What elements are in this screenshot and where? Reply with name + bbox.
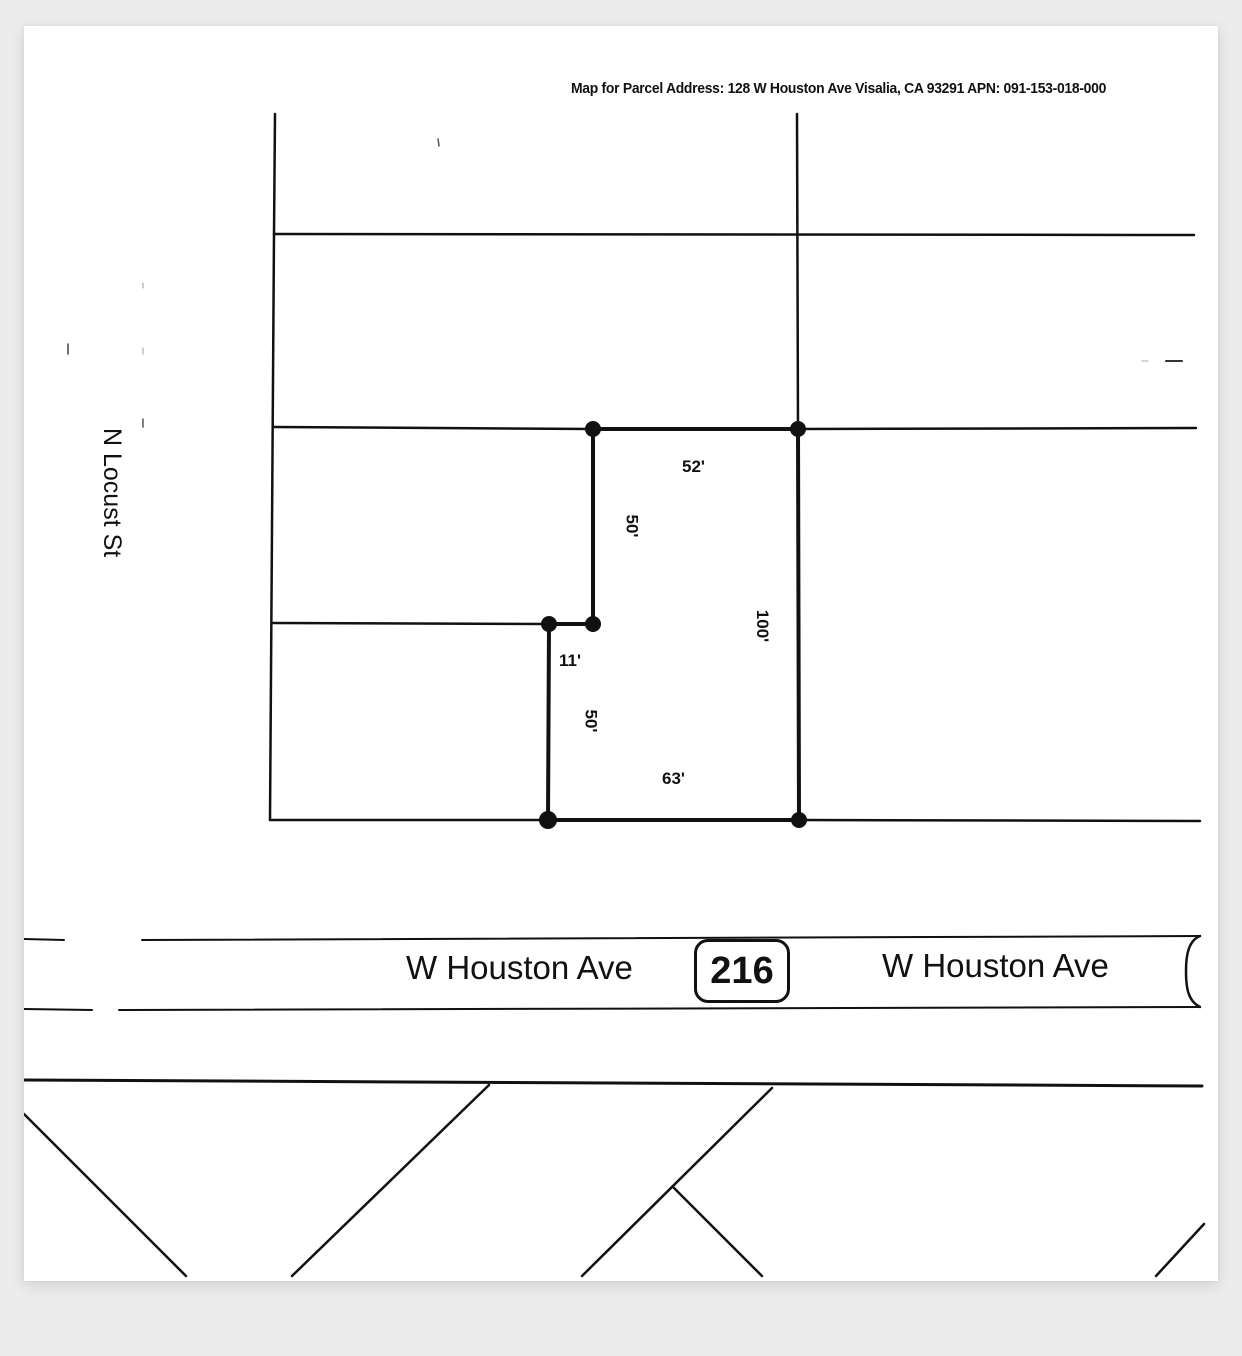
dimension-top: 52'	[682, 457, 705, 476]
route-216-shield	[694, 939, 790, 1003]
street-label-w-houston-ave-left: W Houston Ave	[406, 949, 633, 986]
parcel-vertex	[585, 616, 601, 632]
dimension-upper-left: 50'	[622, 514, 642, 538]
dimension-lower-left: 50'	[581, 709, 601, 733]
parcel-vertex	[585, 421, 601, 437]
parcel-vertex	[541, 616, 557, 632]
dimension-bottom: 63'	[662, 769, 685, 788]
route-number: 216	[710, 949, 774, 992]
parcel-vertex	[790, 421, 806, 437]
map-page	[24, 26, 1218, 1281]
parcel-vertex	[791, 812, 807, 828]
parcel-vertex	[539, 811, 557, 829]
map-title: Map for Parcel Address: 128 W Houston Ave Visalia, CA 93291 APN: 091-153-018-000	[571, 81, 1107, 97]
parcel-map-drawing	[24, 26, 1218, 1281]
street-label-n-locust-st: N Locust St	[98, 428, 126, 558]
street-label-w-houston-ave-right: W Houston Ave	[882, 947, 1109, 984]
dimension-notch: 11'	[559, 651, 582, 670]
dimension-right: 100'	[753, 609, 773, 643]
